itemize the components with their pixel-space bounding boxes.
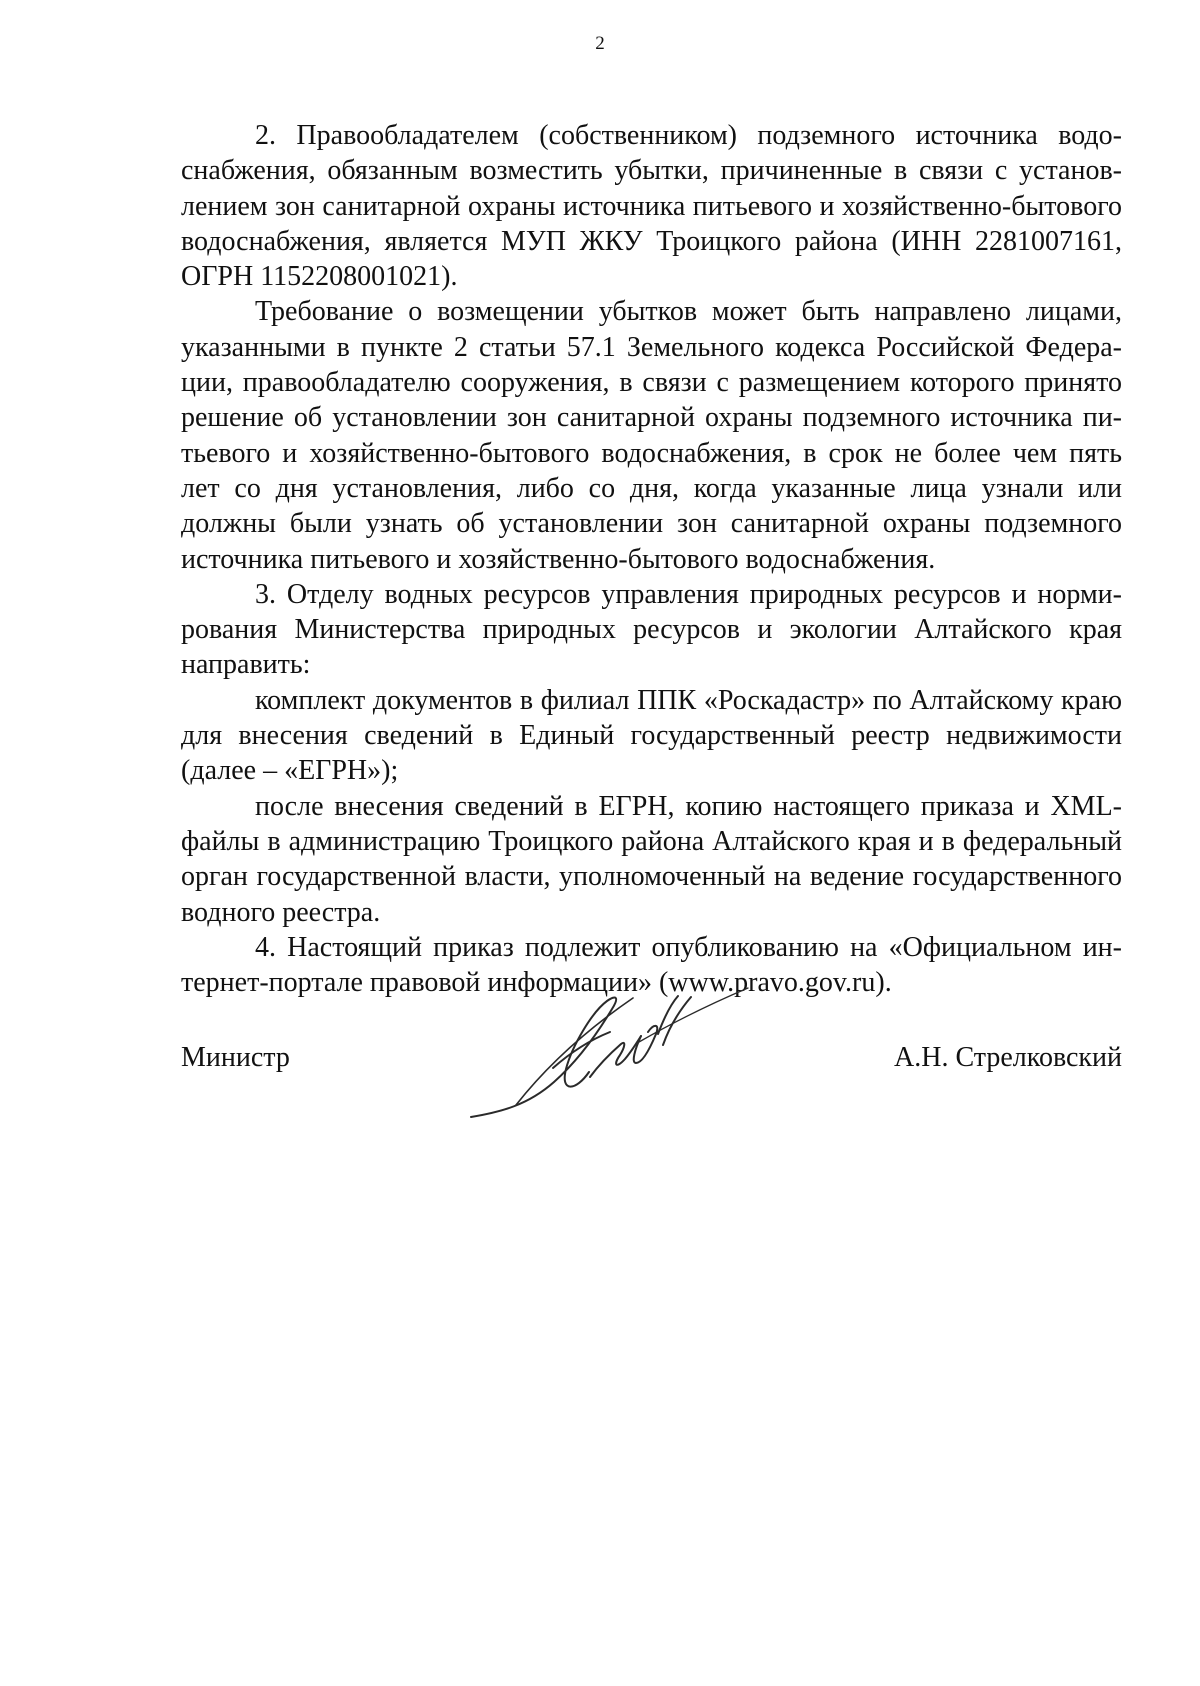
paragraph-damages-claim: Требование о возмещении убытков может быть направлено лицами, указанными в пункте 2 статьи 57.1 Земельного кодекса Российской Федерации, правообладателю сооружения, в связи с размещением которого принято решение об установлении зон санитарной охраны подземного источника питьевого и хозяйственно-бытового водоснабжения, в срок не более чем пять лет со дня установления, либо со дня, когда указанные лица узнали или должны были узнать об установлении зон санитарной охраны подземного источника питьевого и хозяйственно-бытового водоснабжения. — [181, 296, 1122, 575]
signer-name: А.Н. Стрелковский — [894, 1042, 1122, 1073]
handwritten-signature — [459, 980, 779, 1140]
document-body — [181, 118, 1122, 1000]
paragraph-owner: 2. Правообладателем (собственником) подземного источника водоснабжения, обязанным возместить убытки, причиненные в связи с установлением зон санитарной охраны источника питьевого и хозяйственно-бытового водоснабжения, является МУП ЖКУ Троицкого района (ИНН 2281007161, ОГРН 1152208001021). — [181, 120, 1122, 293]
signer-position: Министр — [181, 1042, 290, 1073]
paragraph-roskadastr: комплект документов в филиал ППК «Роскадастр» по Алтайскому краю для внесения сведений в Единый государственный реестр недвижимости (далее – «ЕГРН»); — [181, 684, 1122, 787]
paragraph-after-egrn: после внесения сведений в ЕГРН, копию настоящего приказа и XML-файлы в администрацию Троицкого района Алтайского края и в федеральный орган государственной власти, уполномоченный на ведение государственного водного реестра. — [181, 790, 1122, 928]
signature-stroke — [658, 996, 678, 1034]
signature-stroke — [634, 1026, 658, 1063]
paragraph-publication: 4. Настоящий приказ подлежит опубликованию на «Официальном интернет-портале правовой информации» (www.pravo.gov.ru). — [181, 931, 1122, 999]
page-number: 2 — [595, 33, 605, 54]
paragraph-water-department: 3. Отделу водных ресурсов управления природных ресурсов и нормирования Министерства природных ресурсов и экологии Алтайского края направить: — [181, 578, 1122, 681]
signature-block — [181, 1012, 1122, 1142]
signature-stroke — [471, 998, 616, 1117]
